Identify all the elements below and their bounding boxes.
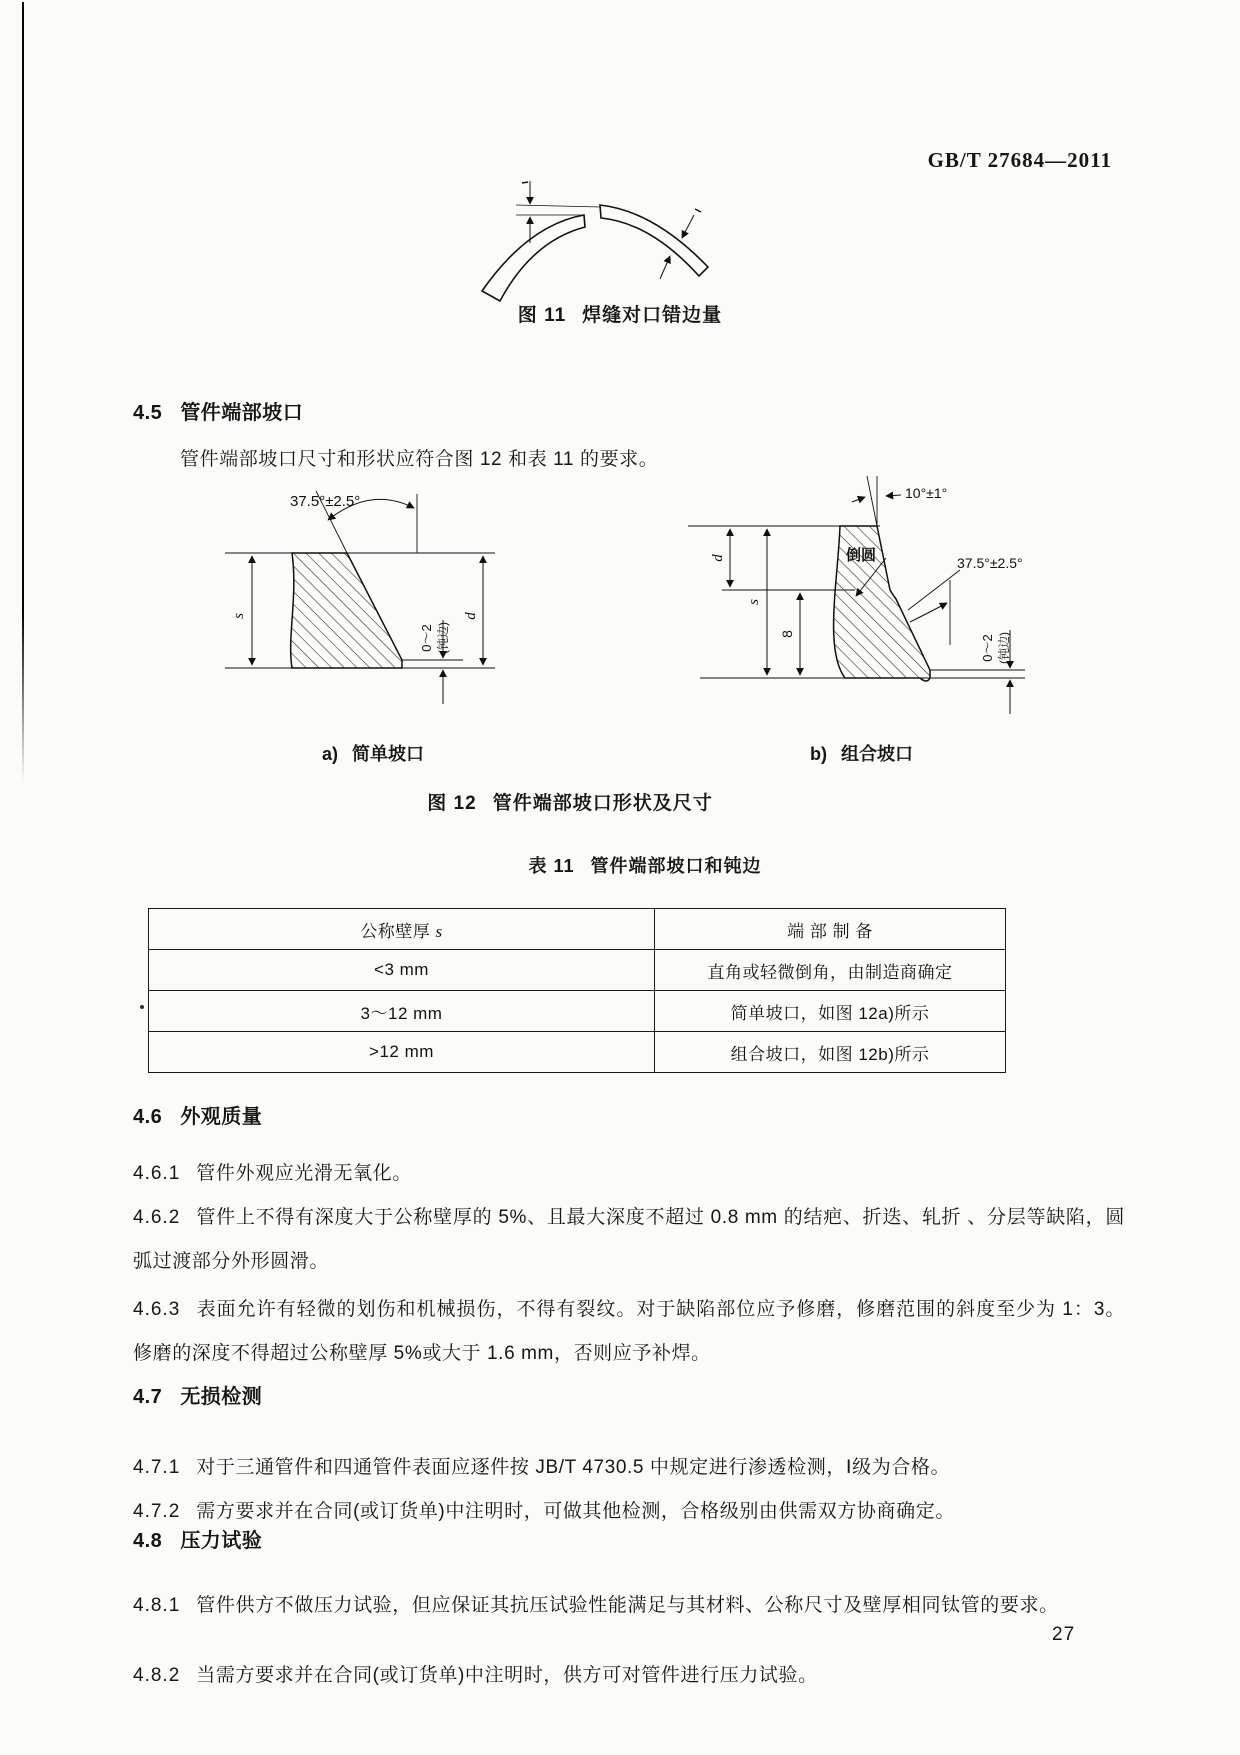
table11 bbox=[148, 908, 1006, 1073]
clause-4-8-2 bbox=[133, 1654, 1125, 1698]
clause-number: 4.6.1 bbox=[133, 1163, 181, 1184]
figure12b-root-face: 0～2 bbox=[980, 634, 995, 662]
clause-number: 4.7.2 bbox=[133, 1501, 181, 1522]
figure12a-title: 简单坡口 bbox=[352, 744, 425, 764]
clause-number: 4.8.1 bbox=[133, 1595, 181, 1616]
table11-row3-thickness: >12 mm bbox=[149, 1032, 655, 1073]
standard-code: GB/T 27684—2011 bbox=[927, 148, 1112, 172]
clause-text: 管件上不得有深度大于公称壁厚的 5%、且最大深度不超过 0.8 mm 的结疤、折迭、轧折 、分层等缺陷，圆弧过渡部分外形圆滑。 bbox=[133, 1207, 1125, 1272]
figure12b-top-angle-label: 10°±1° bbox=[905, 485, 948, 501]
figure12a-bevel-angle-label: 37.5°±2.5° bbox=[290, 493, 361, 510]
table-row bbox=[149, 991, 1006, 1032]
clause-4-8-1 bbox=[133, 1584, 1125, 1628]
section-4-5-heading bbox=[133, 396, 303, 425]
clause-number: 4.6.3 bbox=[133, 1299, 181, 1320]
table11-header-thickness-text: 公称壁厚 bbox=[360, 921, 431, 941]
table11-header-row bbox=[149, 909, 1006, 950]
table11-row2-prep: 简单坡口，如图 12a)所示 bbox=[655, 991, 1006, 1032]
table11-header-thickness-var: s bbox=[435, 921, 443, 941]
page-number: 27 bbox=[1052, 1624, 1076, 1645]
figure12-title: 管件端部坡口形状及尺寸 bbox=[492, 793, 713, 814]
clause-4-6-2 bbox=[133, 1196, 1125, 1284]
clause-text: 管件供方不做压力试验，但应保证其抗压试验性能满足与其材料、公称尺寸及壁厚相同钛管的要求。 bbox=[196, 1595, 1059, 1616]
figure12a-dim-d: d bbox=[463, 612, 479, 620]
table-row bbox=[149, 1032, 1006, 1073]
figure12b-root-face-note: (钝边) bbox=[997, 632, 1011, 664]
clause-number: 4.6.2 bbox=[133, 1207, 181, 1228]
clause-text: 当需方要求并在合同(或订货单)中注明时，供方可对管件进行压力试验。 bbox=[196, 1665, 818, 1686]
figure12a-simple-bevel-drawing bbox=[195, 468, 505, 708]
section-4-8-number: 4.8 bbox=[133, 1530, 163, 1552]
figure12a-label: a) bbox=[322, 744, 339, 764]
table11-header-thickness bbox=[149, 909, 655, 950]
figure11-title: 焊缝对口错边量 bbox=[582, 305, 723, 326]
figure12b-title: 组合坡口 bbox=[841, 744, 913, 764]
clause-number: 4.8.2 bbox=[133, 1665, 181, 1686]
figure12b-dim-d: d bbox=[710, 554, 726, 562]
table11-header-prep: 端 部 制 备 bbox=[655, 909, 1006, 950]
table11-label: 表 11 bbox=[528, 856, 575, 876]
figure12b-bevel-angle-label: 37.5°±2.5° bbox=[957, 555, 1023, 571]
figure12-label: 图 12 bbox=[427, 793, 477, 814]
clause-4-7-2 bbox=[133, 1490, 1125, 1534]
table11-row2-thickness: 3～12 mm bbox=[149, 991, 655, 1032]
clause-4-7-1 bbox=[133, 1446, 1125, 1490]
figure12a-caption bbox=[322, 740, 424, 766]
clause-number: 4.7.1 bbox=[133, 1457, 181, 1478]
table11-row1-prep: 直角或轻微倒角，由制造商确定 bbox=[655, 950, 1006, 991]
section-4-5-title: 管件端部坡口 bbox=[180, 402, 304, 424]
figure12b-compound-bevel-drawing bbox=[630, 440, 1050, 730]
table-row bbox=[149, 950, 1006, 991]
section-4-6-title: 外观质量 bbox=[180, 1106, 263, 1128]
section-4-8-title: 压力试验 bbox=[180, 1530, 263, 1552]
figure12b-dim-s: s bbox=[746, 599, 762, 605]
figure12b-dim-8: 8 bbox=[779, 630, 795, 638]
clause-text: 对于三通管件和四通管件表面应逐件按 JB/T 4730.5 中规定进行渗透检测，Ⅰ级为合格。 bbox=[196, 1457, 951, 1478]
clause-4-6-1 bbox=[133, 1152, 1125, 1196]
figure11-weld-misalignment-drawing bbox=[470, 175, 750, 303]
clause-text: 需方要求并在合同(或订货单)中注明时，可做其他检测，合格级别由供需双方协商确定。 bbox=[196, 1501, 955, 1522]
table11-title: 管件端部坡口和钝边 bbox=[590, 856, 762, 876]
figure12b-label: b) bbox=[810, 744, 827, 764]
table11-row3-prep: 组合坡口，如图 12b)所示 bbox=[655, 1032, 1006, 1073]
section-4-5-paragraph: 管件端部坡口尺寸和形状应符合图 12 和表 11 的要求。 bbox=[180, 449, 659, 470]
figure12b-caption bbox=[810, 740, 913, 766]
figure11-caption bbox=[0, 300, 1240, 327]
section-4-8-heading bbox=[133, 1524, 262, 1553]
figure12b-fillet-label: 倒圆 bbox=[846, 547, 877, 564]
section-4-6-heading bbox=[133, 1100, 262, 1129]
table11-caption bbox=[135, 852, 1155, 878]
scan-speck bbox=[140, 1005, 144, 1009]
figure12a-root-face-note: (钝边) bbox=[436, 622, 450, 654]
section-4-7-number: 4.7 bbox=[133, 1386, 163, 1408]
figure12-caption bbox=[0, 788, 1140, 815]
clause-4-6-3 bbox=[133, 1288, 1125, 1376]
section-4-6-number: 4.6 bbox=[133, 1106, 163, 1128]
figure11-label: 图 11 bbox=[517, 305, 567, 326]
section-4-5-number: 4.5 bbox=[133, 402, 163, 424]
clause-text: 表面允许有轻微的划伤和机械损伤，不得有裂纹。对于缺陷部位应予修磨，修磨范围的斜度至少为 1：3。修磨的深度不得超过公称壁厚 5%或大于 1.6 mm，否则应予补焊。 bbox=[133, 1299, 1125, 1364]
section-4-7-title: 无损检测 bbox=[180, 1386, 263, 1408]
scan-artifact-line bbox=[22, 2, 24, 782]
figure12a-root-face: 0～2 bbox=[419, 624, 434, 652]
clause-text: 管件外观应光滑无氧化。 bbox=[196, 1163, 412, 1184]
table11-row1-thickness: <3 mm bbox=[149, 950, 655, 991]
section-4-7-heading bbox=[133, 1380, 262, 1409]
figure12a-dim-s: s bbox=[231, 613, 247, 619]
